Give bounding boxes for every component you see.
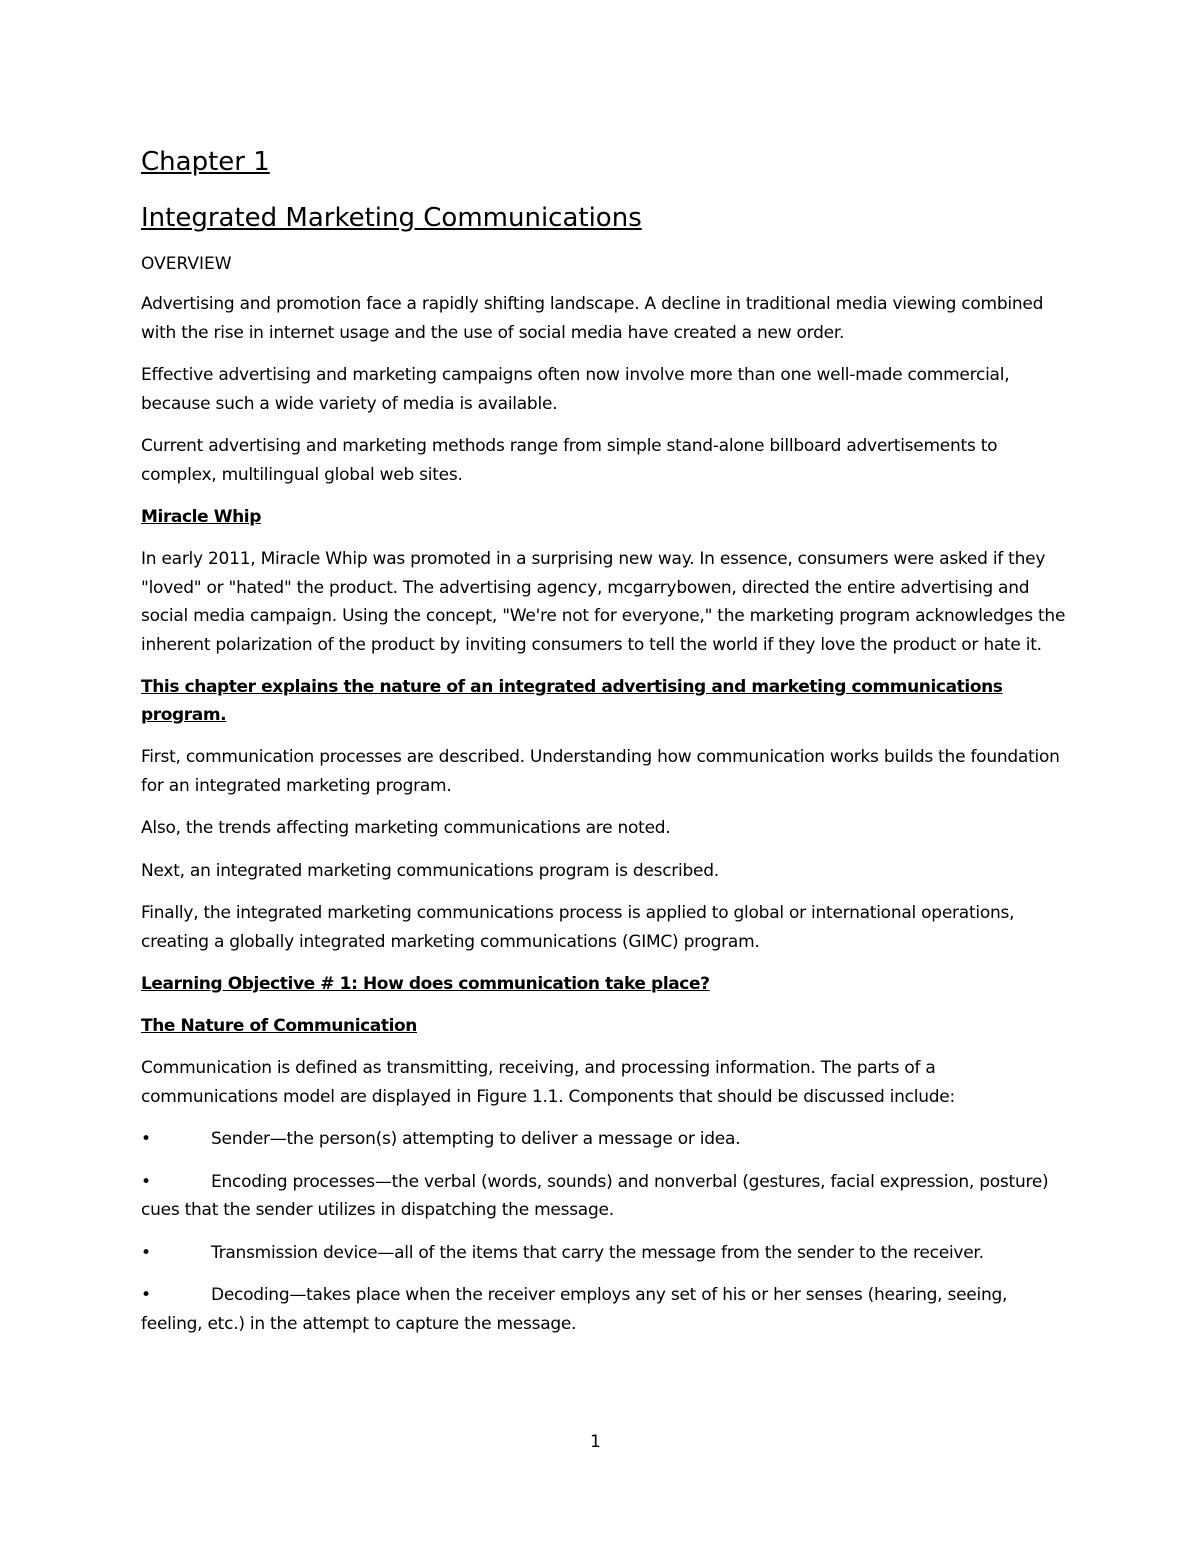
miracle-whip-heading: Miracle Whip bbox=[141, 507, 262, 527]
overview-paragraph-2: Effective advertising and marketing campaigns often now involve more than one well-made commercial, because such a wide variety of media is available. bbox=[141, 365, 1010, 414]
learning-objective-heading: Learning Objective # 1: How does communication take place? bbox=[141, 974, 710, 994]
chapter-paragraph-1: First, communication processes are described. Understanding how communication works builds the foundation for an integrated marketing program. bbox=[141, 747, 1060, 796]
miracle-whip-paragraph: In early 2011, Miracle Whip was promoted in a surprising new way. In essence, consumers were asked if they "loved" or "hated" the product. The advertising agency, mcgarrybowen, directed the entire advertising and social media campaign. Using the concept, "We're not for everyone," the marketing program acknowledges the inherent polarization of the product by inviting consumers to tell the world if they love the product or hate it. bbox=[141, 549, 1066, 655]
bullet-text: Decoding—takes place when the receiver employs any set of his or her senses (hearing, seeing, feeling, etc.) in the attempt to capture the message. bbox=[141, 1285, 1008, 1334]
bullet-marker: • bbox=[141, 1285, 151, 1305]
overview-paragraph-3: Current advertising and marketing methods range from simple stand-alone billboard advertisements to complex, multilingual global web sites. bbox=[141, 436, 998, 485]
bullet-item bbox=[141, 1168, 1071, 1225]
page-content bbox=[141, 140, 1071, 1352]
overview-heading: OVERVIEW bbox=[141, 254, 232, 274]
bullet-text: Sender—the person(s) attempting to deliver a message or idea. bbox=[211, 1129, 741, 1149]
chapter-paragraph-3: Next, an integrated marketing communications program is described. bbox=[141, 860, 719, 881]
chapter-paragraph-2: Also, the trends affecting marketing communications are noted. bbox=[141, 818, 671, 838]
chapter-title: Integrated Marketing Communications bbox=[141, 203, 642, 233]
bullet-item bbox=[141, 1281, 1071, 1338]
bullet-marker: • bbox=[141, 1129, 151, 1149]
nature-of-communication-heading: The Nature of Communication bbox=[141, 1016, 418, 1036]
bullet-text: Encoding processes—the verbal (words, sounds) and nonverbal (gestures, facial expression, posture) cues that the sender utilizes in dispatching the message. bbox=[141, 1171, 1049, 1220]
chapter-heading: Chapter 1 bbox=[141, 147, 270, 177]
chapter-paragraph-4: Finally, the integrated marketing communications process is applied to global or international operations, creating a globally integrated marketing communications (GIMC) program. bbox=[141, 903, 1015, 952]
nature-paragraph: Communication is defined as transmitting, receiving, and processing information. The parts of a communications model are displayed in Figure 1.1. Components that should be discussed include: bbox=[141, 1058, 955, 1107]
bullet-marker: • bbox=[141, 1171, 151, 1192]
chapter-explains-heading: This chapter explains the nature of an integrated advertising and marketing communications program. bbox=[141, 677, 1003, 725]
overview-paragraph-1: Advertising and promotion face a rapidly shifting landscape. A decline in traditional media viewing combined with the rise in internet usage and the use of social media have created a new order. bbox=[141, 294, 1044, 343]
bullet-item bbox=[141, 1239, 1071, 1268]
bullet-item bbox=[141, 1125, 1071, 1154]
bullet-text: Transmission device—all of the items that carry the message from the sender to the receiver. bbox=[211, 1242, 984, 1263]
page-number: 1 bbox=[590, 1432, 601, 1452]
bullet-marker: • bbox=[141, 1242, 151, 1263]
